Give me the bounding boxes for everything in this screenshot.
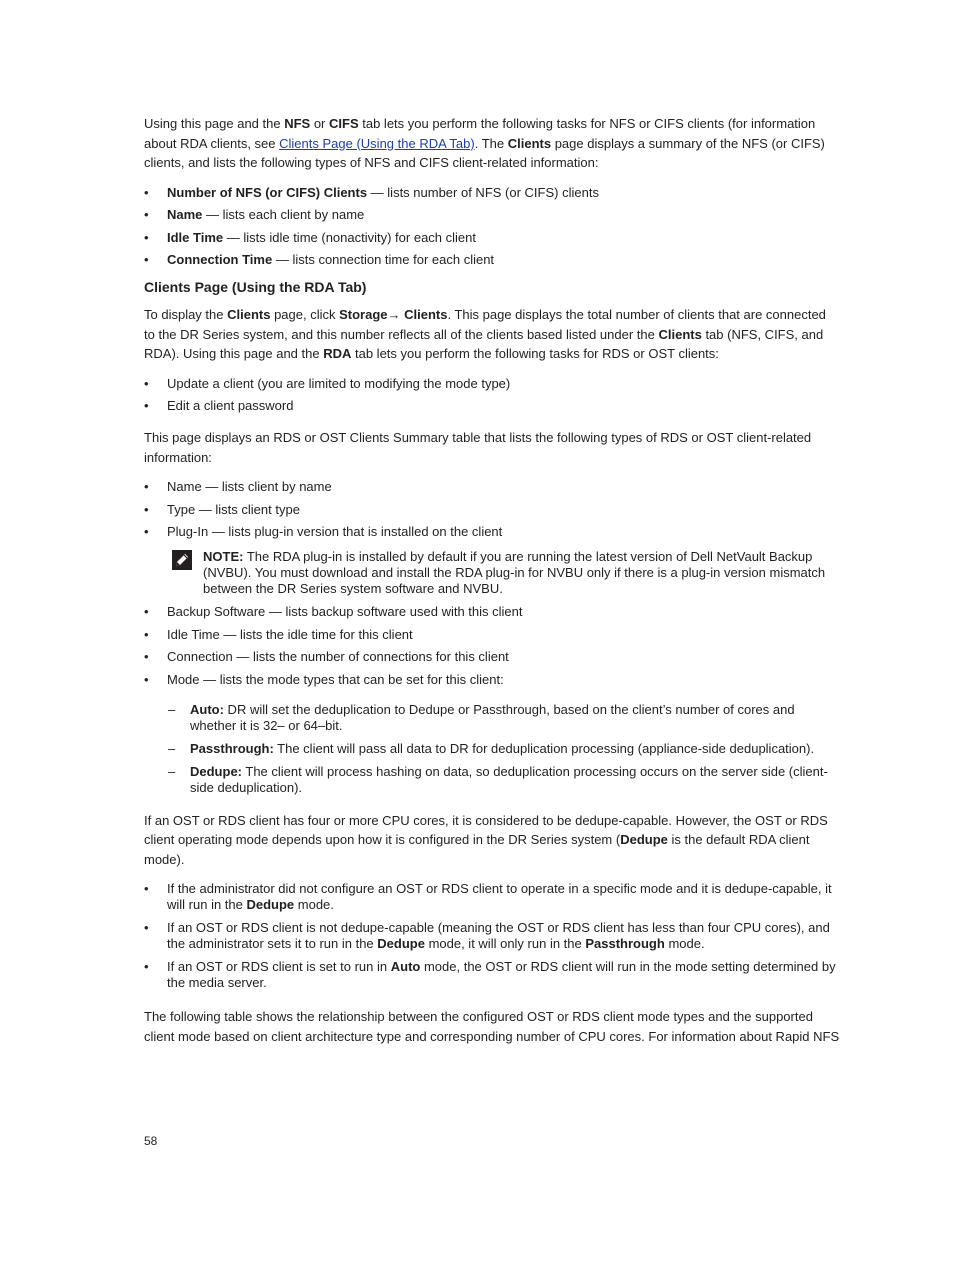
note-text: The RDA plug-in is installed by default if you are running the latest version of Dell NetVault Backup (NVBU). You must download and install the RDA plug-in for NVBU only if there is a plug-in version mismatch between the DR Series system software and NVBU.	[203, 549, 826, 596]
list-item: • If an OST or RDS client is not dedupe-capable (meaning the OST or RDS client has less than four CPU cores), and the administrator sets it to run in the Dedupe mode, it will only run in the Passthrough mode.	[144, 920, 840, 952]
list-item: • Edit a client password	[144, 398, 840, 414]
nfs-info-list	[144, 185, 840, 269]
list-item: • Idle Time — lists the idle time for this client	[144, 627, 840, 643]
list-item: • If an OST or RDS client is set to run in Auto mode, the OST or RDS client will run in the mode setting determined by the media server.	[144, 959, 840, 991]
list-item: • Name — lists client by name	[144, 479, 840, 495]
list-item: • Update a client (you are limited to modifying the mode type)	[144, 376, 840, 392]
list-item: • Connection Time — lists connection time for each client	[144, 252, 840, 268]
note-label: NOTE:	[203, 549, 244, 564]
list-item: • Name — lists each client by name	[144, 207, 840, 223]
intro-paragraph: Using this page and the NFS or CIFS tab lets you perform the following tasks for NFS or CIFS clients (for information about RDA clients, see Clients Page (Using the RDA Tab). The Clients page displays a summary of the NFS (or CIFS) clients, and lists the following types of NFS and CIFS client-related information:	[144, 116, 825, 170]
summary-info-list	[144, 479, 840, 540]
rda-section-heading: Clients Page (Using the RDA Tab)	[144, 279, 367, 295]
mode-conditions-list	[144, 881, 840, 991]
list-item: – Dedupe: The client will process hashing on data, so deduplication processing occurs on the server side (client-side deduplication).	[144, 764, 840, 796]
mode-types-list	[144, 702, 840, 796]
list-item: • Connection — lists the number of connections for this client	[144, 649, 840, 665]
arrow-icon: →	[387, 307, 405, 322]
list-item: • Number of NFS (or CIFS) Clients — lists number of NFS (or CIFS) clients	[144, 185, 840, 201]
cifs-tab-name: CIFS	[329, 116, 359, 131]
list-item: • Plug-In — lists plug-in version that is installed on the client	[144, 524, 840, 540]
rda-intro-paragraph: To display the Clients page, click Storage→ Clients. This page displays the total number of clients that are connected to the DR Series system, and this number reflects all of the clients based listed under the Clients tab (NFS, CIFS, and RDA). Using this page and the RDA tab lets you perform the following tasks for RDS or OST clients:	[144, 307, 826, 361]
list-item: • Backup Software — lists backup software used with this client	[144, 604, 840, 620]
summary-info-list-continued	[144, 604, 840, 688]
rda-clients-link[interactable]: Clients Page (Using the RDA Tab)	[279, 135, 475, 151]
list-item: • If the administrator did not configure an OST or RDS client to operate in a specific mode and it is dedupe-capable, it will run in the Dedupe mode.	[144, 881, 840, 913]
list-item: – Passthrough: The client will pass all data to DR for deduplication processing (appliance-side deduplication).	[144, 741, 840, 757]
pencil-note-icon	[172, 550, 192, 570]
list-item: • Mode — lists the mode types that can be set for this client:	[144, 672, 840, 688]
list-item: – Auto: DR will set the deduplication to Dedupe or Passthrough, based on the client’s number of cores and whether it is 32– or 64–bit.	[144, 702, 840, 734]
rda-task-list	[144, 376, 840, 415]
summary-intro-paragraph: This page displays an RDS or OST Clients Summary table that lists the following types of RDS or OST client-related information:	[144, 430, 812, 465]
table-intro-paragraph: The following table shows the relationship between the configured OST or RDS client mode types and the supported client mode based on client architecture type and corresponding number of CPU cores. For information about Rapid NFS	[144, 1009, 840, 1044]
note-box	[144, 549, 840, 597]
nfs-tab-name: NFS	[284, 116, 311, 131]
list-item: • Idle Time — lists idle time (nonactivity) for each client	[144, 230, 840, 246]
page-content	[144, 114, 840, 1046]
cpu-cores-paragraph: If an OST or RDS client has four or more CPU cores, it is considered to be dedupe-capable. However, the OST or RDS client operating mode depends upon how it is configured in the DR Series system (Dedupe is the default RDA client mode).	[144, 812, 828, 867]
list-item: • Type — lists client type	[144, 502, 840, 518]
page-number: 58	[144, 1134, 158, 1148]
